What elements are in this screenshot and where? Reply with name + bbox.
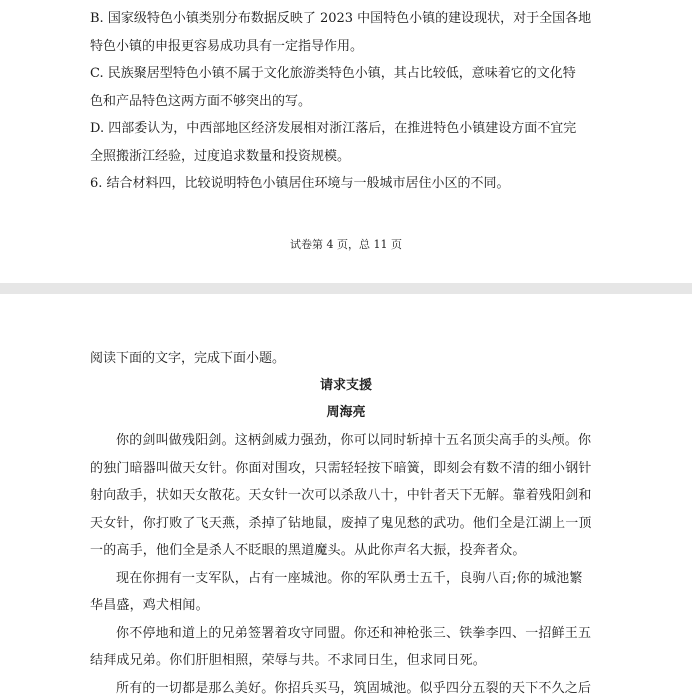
paragraph-4-line-1: 所有的一切都是那么美好。你招兵买马，筑固城池。似乎四分五裂的天下不久之后	[116, 681, 592, 696]
paragraph-1-line-5: 一的高手，他们全是杀人不眨眼的黑道魔头。从此你声名大振，投奔者众。	[90, 543, 526, 558]
page-footer: 试卷第 4 页，总 11 页	[290, 238, 402, 251]
option-c-line-2: 色和产品特色这两方面不够突出的写。	[90, 94, 312, 109]
paragraph-3-line-2: 结拜成兄弟。你们肝胆相照，荣辱与共。不求同日生，但求同日死。	[90, 653, 487, 668]
paragraph-3-line-1: 你不停地和道上的兄弟签署着攻守同盟。你还和神枪张三、铁拳李四、一招鲜王五	[116, 626, 592, 641]
page-separator	[0, 283, 692, 294]
paragraph-2-line-1: 现在你拥有一支军队，占有一座城池。你的军队勇士五千，良驹八百;你的城池繁	[116, 571, 583, 586]
option-b-line-1: B. 国家级特色小镇类别分布数据反映了 2023 中国特色小镇的建设现状，对于全国各地	[90, 11, 592, 26]
article-author: 周海亮	[326, 405, 366, 420]
paragraph-2-line-2: 华昌盛，鸡犬相闻。	[90, 598, 209, 613]
option-c-line-1: C. 民族聚居型特色小镇不属于文化旅游类特色小镇，其占比较低，意味着它的文化特	[90, 66, 576, 81]
question-6: 6. 结合材料四，比较说明特色小镇居住环境与一般城市居住小区的不同。	[90, 176, 510, 191]
option-b-line-2: 特色小镇的申报更容易成功具有一定指导作用。	[90, 39, 364, 54]
paragraph-1-line-1: 你的剑叫做残阳剑。这柄剑威力强劲，你可以同时斩掉十五名顶尖高手的头颅。你	[116, 433, 592, 448]
paragraph-1-line-3: 射向敌手，状如天女散花。天女针一次可以杀敌八十，中针者天下无解。靠着残阳剑和	[90, 488, 592, 503]
option-d-line-1: D. 四部委认为，中西部地区经济发展相对浙江落后，在推进特色小镇建设方面不宜完	[90, 121, 577, 136]
reading-instruction: 阅读下面的文字，完成下面小题。	[90, 351, 286, 366]
exam-page-5	[0, 294, 692, 698]
exam-page-4	[0, 0, 692, 283]
option-d-line-2: 全照搬浙江经验，过度追求数量和投资规模。	[90, 149, 351, 164]
paragraph-1-line-2: 的独门暗器叫做天女针。你面对围攻，只需轻轻按下暗簧，即刻会有数不清的细小钢针	[90, 461, 592, 476]
paragraph-1-line-4: 天女针，你打败了飞天燕，杀掉了钻地鼠，废掉了鬼见愁的武功。他们全是江湖上一顶	[90, 516, 592, 531]
article-title: 请求支援	[319, 378, 372, 393]
